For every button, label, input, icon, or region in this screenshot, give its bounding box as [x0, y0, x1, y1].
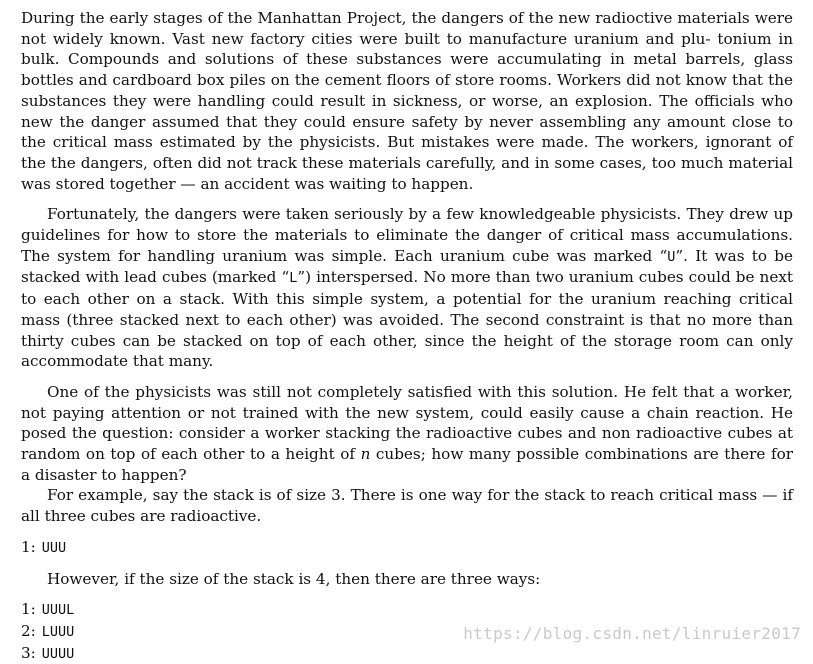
watermark-text: https://blog.csdn.net/linruier2017	[463, 624, 801, 643]
question-text-b: cubes; how many possible combinations are there for a disaster to happen?	[21, 445, 793, 484]
guidelines-text-c: ”) interspersed. No more than two uranium cubes could be next to each other on a stack. With this simple system, a potential for the uranium reaching critical mass (three stacked next to each other) was avoided. The second constraint is that no more than thirty cubes can be stacked on top of each other, since the height of the storage room can only accommodate that many.	[21, 268, 793, 371]
list-item	[21, 537, 793, 559]
list-item-value: UUUU	[41, 645, 75, 662]
list-item-value: UUUL	[41, 602, 75, 619]
paragraph-guidelines	[21, 204, 793, 372]
variable-n: n	[360, 445, 371, 464]
list-item-value: UUU	[41, 539, 67, 556]
paragraph-intro: During the early stages of the Manhattan Project, the dangers of the new radioctive materials were not widely known. Vast new factory cities were built to manufacture uranium and plu- tonium in bulk. Compounds and solutions of these substances were accumulating in metal barrels, glass bottles and cardboard box piles on the cement floors of store rooms. Workers did not know that the substances they were handling could result in sickness, or worse, an explosion. The officials who new the danger assumed that they could ensure safety by never assembling any amount close to the critical mass estimated by the physicists. But mistakes were made. The workers, ignorant of the the dangers, often did not track these materials carefully, and in some cases, too much material was stored together — an accident was waiting to happen.	[21, 9, 793, 193]
paragraph-size-4: However, if the size of the stack is 4, then there are three ways:	[47, 569, 541, 588]
paragraph-example: For example, say the stack is of size 3. There is one way for the stack to reach critical mass — if all three cubes are radioactive.	[21, 486, 793, 526]
guidelines-text-b: ”. It was to be stacked with lead cubes (marked “	[21, 246, 794, 287]
list-item-value: LUUU	[41, 623, 75, 640]
list-item	[21, 643, 793, 664]
example-list-size-3	[21, 537, 793, 559]
uranium-mark: U	[667, 248, 676, 265]
list-item-number: 1:	[21, 537, 36, 556]
list-item-number: 1:	[21, 600, 36, 619]
problem-statement	[21, 8, 793, 664]
list-item-number: 2:	[21, 621, 36, 640]
guidelines-text-a: Fortunately, the dangers were taken seriously by a few knowledgeable physicists. They drew up guidelines for how to store the materials to eliminate the danger of critical mass accumulations. The system for handling uranium was simple. Each uranium cube was marked “	[21, 205, 793, 265]
question-text-a: One of the physicists was still not completely satisfied with this solution. He felt that a worker, not paying attention or not trained with the new system, could easily cause a chain reaction. He posed the question: consider a worker stacking the radioactive cubes and non radioactive cubes at random on top of each other to a height of	[21, 382, 793, 464]
lead-mark: L	[289, 270, 298, 287]
list-item	[21, 599, 793, 621]
paragraph-question	[21, 382, 793, 486]
list-item-number: 3:	[21, 643, 36, 662]
